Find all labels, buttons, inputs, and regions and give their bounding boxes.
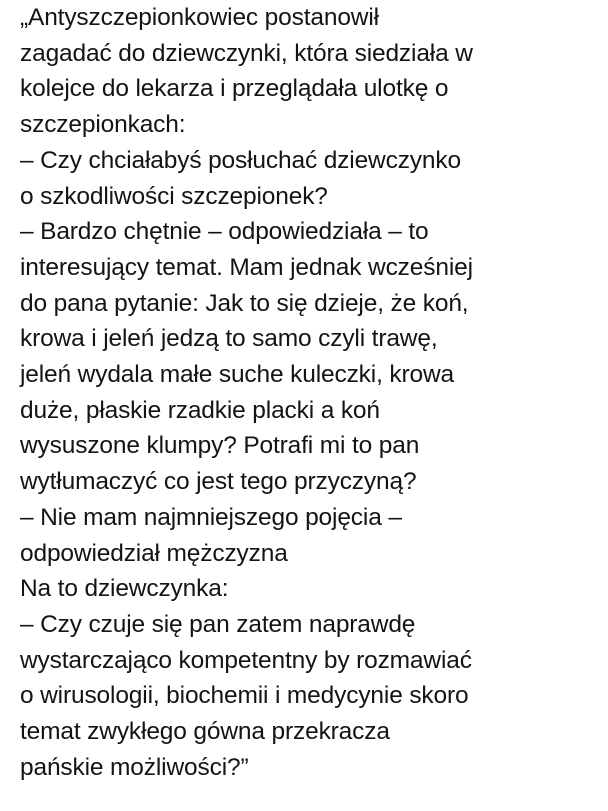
text-line-18: – Czy czuje się pan zatem naprawdę	[20, 610, 416, 638]
text-line-20: o wirusologii, biochemii i medycynie skoro	[20, 682, 469, 710]
text-line-5: – Czy chciałabyś posłuchać dziewczynko	[20, 146, 461, 174]
text-line-1: „Antyszczepionkowiec postanowił	[20, 4, 379, 31]
text-line-12: duże, płaskie rzadkie placki a koń	[20, 396, 380, 424]
text-line-10: krowa i jeleń jedzą to samo czyli trawę,	[20, 325, 438, 353]
text-line-6: o szkodliwości szczepionek?	[20, 182, 328, 210]
text-line-22: pańskie możliwości?”	[20, 753, 249, 781]
text-line-14: wytłumaczyć co jest tego przyczyną?	[20, 468, 417, 496]
text-line-9: do pana pytanie: Jak to się dzieje, że koń,	[20, 289, 469, 317]
text-line-16: odpowiedział mężczyzna	[20, 539, 288, 567]
text-line-19: wystarczająco kompetentny by rozmawiać	[20, 646, 472, 674]
text-line-15: – Nie mam najmniejszego pojęcia –	[20, 503, 402, 531]
text-line-8: interesujący temat. Mam jednak wcześniej	[20, 253, 473, 281]
text-line-7: – Bardzo chętnie – odpowiedziała – to	[20, 218, 429, 246]
text-line-3: kolejce do lekarza i przeglądała ulotkę o	[20, 75, 449, 103]
text-line-4: szczepionkach:	[20, 111, 186, 139]
text-line-13: wysuszone klumpy? Potrafi mi to pan	[20, 432, 420, 460]
text-line-11: jeleń wydala małe suche kuleczki, krowa	[20, 361, 454, 389]
text-line-21: temat zwykłego gówna przekracza	[20, 718, 390, 746]
text-line-17: Na to dziewczynka:	[20, 575, 229, 603]
text-line-2: zagadać do dziewczynki, która siedziała w	[20, 39, 473, 67]
story-text	[20, 0, 600, 785]
